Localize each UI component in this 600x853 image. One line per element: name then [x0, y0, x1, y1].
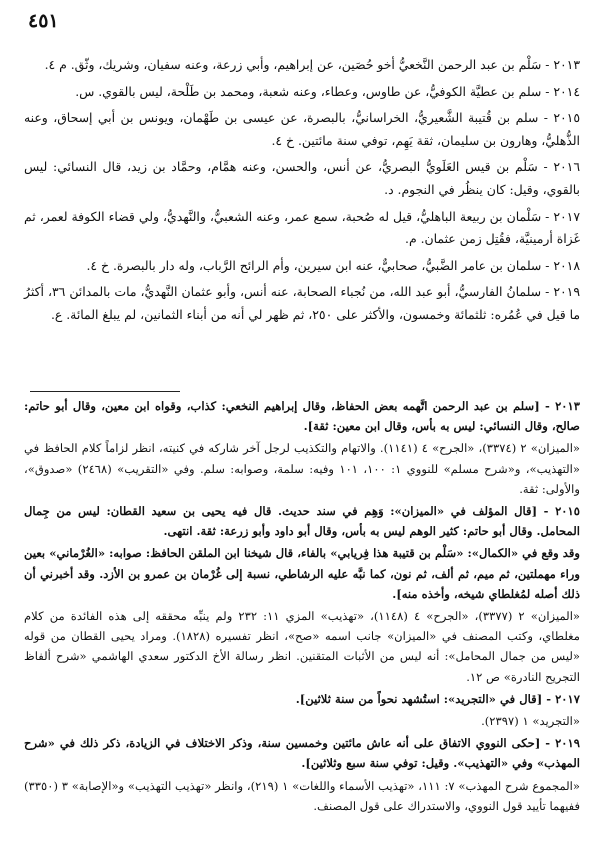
footnote-2013: ٢٠١٣ - [سلم بن عبد الرحمن اتَّهمه بعض الحفاظ، وقال إبراهيم النخعي: كذاب، وقواه ابن معين، وقال أبو حاتم: صالح، وقال النسائي: ليس به بأس، وقال ابن معين: ثقة].: [24, 399, 580, 434]
footnote-2019-refs: «المجموع شرح المهذب» ٧: ١١١، «تهذيب الأسماء واللغات» ١ (٢١٩)، وانظر «تهذيب التهذيب» و«الإصابة» ٣ (٣٣٥٠) ففيهما تأييد قول النووي، والاستدراك على قول المصنف.: [24, 778, 580, 813]
footnote-2017-refs: «التجريد» ١ (٢٣٩٧).: [481, 714, 580, 729]
footnote-divider: [30, 391, 180, 392]
footnote-2019: ٢٠١٩ - [حكى النووي الاتفاق على أنه عاش مائتين وخمسين سنة، وذكر الاختلاف في الزيادة، ذكر ذلك في «شرح المهذب» وفي «التهذيب». وقيل: توفي سنة سبع وثلاثين].: [24, 736, 580, 771]
entry-2015: ٢٠١٥ - سلم بن قُتيبة الشَّعيريُّ، الخراسانيُّ، بالبصرة، عن عيسى بن طَهْمان، ويونس بن أبي إسحاق، وعنه الذُّهليُّ، وهارون بن سليمان، ثقة يَهِم، توفي سنة مائتين. خ ٤.: [24, 110, 580, 148]
entry-2014: ٢٠١٤ - سلم بن عطيَّة الكوفيُّ، عن طاوس، وعطاء، وعنه شعبة، ومحمد بن طَلْحة، ليس بالقوي. س.: [75, 83, 580, 99]
main-text: [24, 54, 580, 331]
footnote-2015-cont: وقد وقع في «الكمال»: «سَلْم بن قتيبة هذا فِريابي» بالفاء، قال شيخنا ابن الملقن الحافظ: صوابه: «الغُرْماني» بعين وراء مهملتين، ثم ميم، ثم ألف، ثم نون، كما نبَّه عليه الرشاطي، نسبة إلى غُرْمان بن عمرو بن الأزد. وقد أخبرني أن ذلك أصله لمُغلطاي شيخه، وأخذه منه].: [24, 546, 580, 601]
entry-2018: ٢٠١٨ - سلمان بن عامر الضَّبيُّ، صحابيٌّ، عنه ابن سيرين، وأم الرائح الرَّباب، وله دار بالبصرة. خ ٤.: [86, 257, 580, 273]
footnotes: [24, 396, 580, 818]
entry-2016: ٢٠١٦ - سَلْم بن قيس العَلَويُّ البصريُّ، عن أنس، والحسن، وعنه همَّام، وحمَّاد بن زيد، قال النسائي: ليس بالقوي، وقيل: كان ينظُر في النجوم. د.: [24, 159, 580, 197]
footnote-2015: ٢٠١٥ - [قال المؤلف في «الميزان»: وَهِم في سند حديث. قال فيه يحيى بن سعيد القطان: ليس من جِمال المحامل. وقال أبو حاتم: كثير الوهم ليس به بأس، وقال أبو داود وأبو زرعة: ثقة. انتهى.: [24, 504, 580, 539]
footnote-2013-refs: «الميزان» ٢ (٣٣٧٤)، «الجرح» ٤ (١١٤١). والاتهام والتكذيب لرجل آخر شاركه في كنيته، انظر لزاماً كلام الحافظ في «التهذيب»، و«شرح مسلم» للنووي ١: ١٠٠، ١٠١ وفيه: سلمة، وصوابه: سلم. وفي «التقريب» (٢٤٦٨) «صدوق»، والأولى: ثقة.: [24, 441, 581, 496]
footnote-2015-refs: «الميزان» ٢ (٣٣٧٧)، «الجرح» ٤ (١١٤٨)، «تهذيب» المزي ١١: ٢٣٢ ولم ينبِّه محققه إلى هذه الفائدة من كلام مغلطاي، وكتب المصنف في «الميزان» جانب اسمه «صح»، انظر تفسيره (١٨٢٨). ومراد يحيى القطان من قوله «ليس من جمال المحامل»: أنه ليس من الأثبات المتقنين. انظر رسالة الأخ الدكتور سعدي الهاشمي «شرح ألفاظ التجريح النادرة» ص ١٢.: [24, 609, 581, 684]
page-number: ٤٥١: [28, 10, 59, 32]
entry-2017: ٢٠١٧ - سَلْمان بن ربيعة الباهليُّ، قيل له صُحبة، سمع عمر، وعنه الشعبيُّ، والنَّهديُّ، ولي قضاء الكوفة لعمر، ثم غَزاة أرمينيَّة، فقُتِل زمن عثمان. م.: [24, 208, 580, 247]
footnote-2017: ٢٠١٧ - [قال في «التجريد»: استُشهد نحواً من سنة ثلاثين].: [295, 691, 580, 706]
entry-2019: ٢٠١٩ - سلمانُ الفارسيُّ، أبو عبد الله، من نُجباء الصحابة، عنه أنس، وأبو عثمان النَّهديُّ، مات بالمدائن ٣٦، أكثرُ ما قيل في عُمُره: ثلثمائة وخمسون، والأكثر على ٢٥٠، ثم ظهر لي أنه من أبناء الثمانين، لم يبلغ المائة. ع.: [24, 284, 580, 322]
entry-2013: ٢٠١٣ - سَلْم بن عبد الرحمن النَّخعيُّ أخو حُصَين، عن إبراهيم، وأبي زرعة، وعنه سفيان، وشريك، وثّق. م ٤.: [44, 57, 580, 72]
